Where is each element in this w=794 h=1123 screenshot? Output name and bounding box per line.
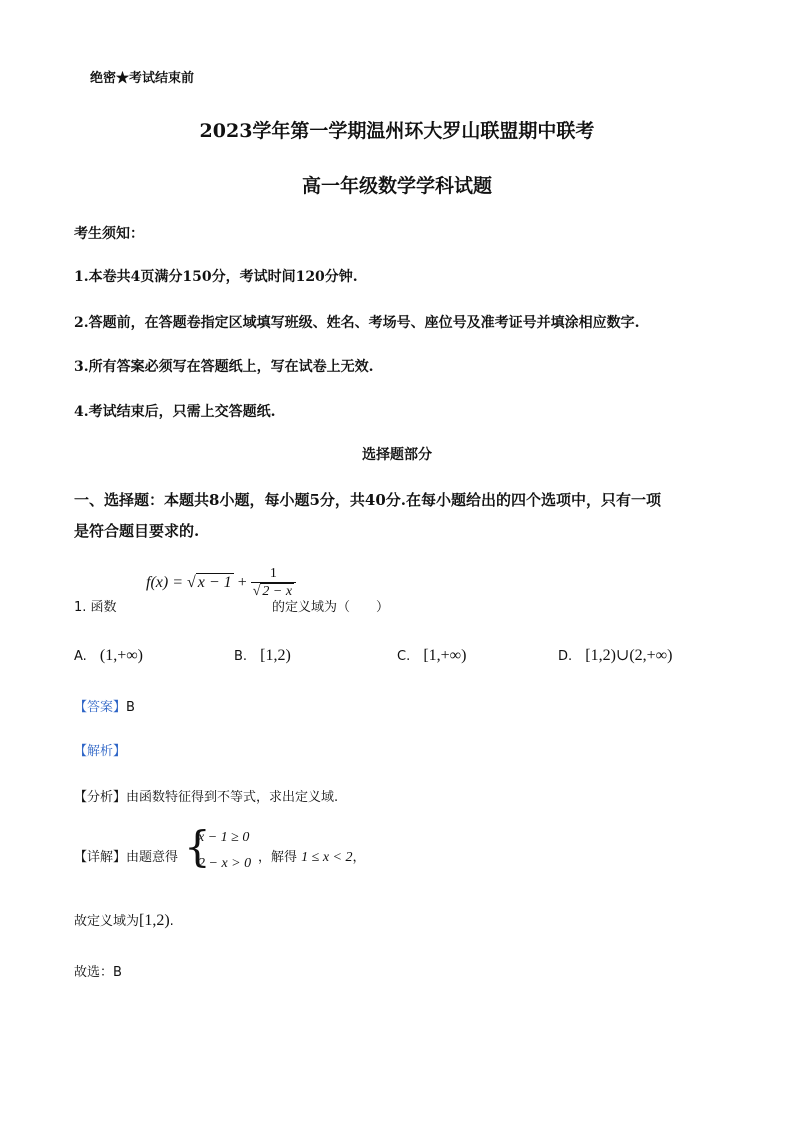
option-d xyxy=(558,645,672,665)
final-choice: 故选：B xyxy=(74,965,122,980)
exam-subtitle: 高一年级数学学科试题 xyxy=(301,175,492,197)
detail-text2: ，解得 xyxy=(258,850,298,865)
confidential-label: 绝密★考试结束前 xyxy=(90,71,195,86)
option-a-label: A. xyxy=(74,649,87,664)
exam-title: 2023学年第一学期温州环大罗山联盟期中联考 xyxy=(199,120,595,142)
answer-value: B xyxy=(126,700,135,715)
fenxi-line xyxy=(74,786,338,805)
option-b-label: B. xyxy=(234,649,248,664)
detail-end: ， xyxy=(352,850,366,865)
question-stem-end: 的定义域为（ ） xyxy=(272,600,390,615)
fraction-numerator: 1 xyxy=(269,566,277,581)
option-b-value: [1,2) xyxy=(260,647,291,664)
detail-tag: 【详解】 xyxy=(74,850,127,865)
option-b xyxy=(234,645,291,665)
option-a-value: (1,+∞) xyxy=(99,647,143,664)
notice-item-4: 4.考试结束后，只需上交答题纸. xyxy=(74,404,276,420)
system-brace: { xyxy=(184,822,211,871)
detail-result: 1 ≤ x < 2 xyxy=(301,850,353,865)
conclusion-text: 故定义域为 xyxy=(74,914,140,929)
fenxi-text: 由函数特征得到不等式，求出定义域. xyxy=(126,790,339,805)
section-instruction-line1: 一、选择题：本题共8小题，每小题5分，共40分.在每小题给出的四个选项中，只有一项 xyxy=(74,491,661,509)
fraction-denominator: √ 2 − x xyxy=(251,582,296,601)
question-formula: f(x) = √ x − 1 + $\frac{1}{√ 2 - x}$ xyxy=(146,566,296,601)
conclusion-line xyxy=(74,910,174,930)
option-d-value: [1,2)∪(2,+∞) xyxy=(585,647,673,664)
sqrt-term-2: 2 − x xyxy=(262,584,293,599)
notice-item-1: 1.本卷共4页满分150分，考试时间120分钟. xyxy=(74,269,358,285)
inequality-1: x − 1 ≥ 0 xyxy=(198,830,250,845)
detail-prefix xyxy=(74,846,178,865)
detail-text1: 由题意得 xyxy=(126,850,179,865)
option-c-value: [1,+∞) xyxy=(423,647,467,664)
fenxi-tag: 【分析】 xyxy=(74,790,127,805)
option-a xyxy=(74,645,143,665)
notice-heading: 考生须知： xyxy=(74,226,144,242)
question-number: 1. 函数 xyxy=(74,600,117,615)
notice-item-3: 3.所有答案必须写在答题纸上，写在试卷上无效. xyxy=(74,359,374,375)
option-c-label: C. xyxy=(397,649,411,664)
answer-line xyxy=(74,696,135,715)
sqrt-term-1: x − 1 xyxy=(197,574,232,592)
option-d-label: D. xyxy=(558,649,573,664)
section-heading: 选择题部分 xyxy=(362,447,432,463)
analysis-tag: 【解析】 xyxy=(74,744,127,759)
inequality-2: 2 − x > 0 xyxy=(198,856,252,871)
answer-tag: 【答案】 xyxy=(74,700,127,715)
plus-sign: + xyxy=(237,574,247,592)
notice-item-2: 2.答题前，在答题卷指定区域填写班级、姓名、考场号、座位号及准考证号并填涂相应数字. xyxy=(74,315,640,331)
option-c xyxy=(397,645,466,665)
detail-solution xyxy=(258,846,366,866)
section-instruction-line2: 是符合题目要求的. xyxy=(74,522,200,540)
function-lhs: f(x) = xyxy=(146,574,187,592)
conclusion-end: . xyxy=(169,914,174,929)
conclusion-value: [1,2) xyxy=(139,912,170,929)
analysis-line xyxy=(74,740,126,759)
